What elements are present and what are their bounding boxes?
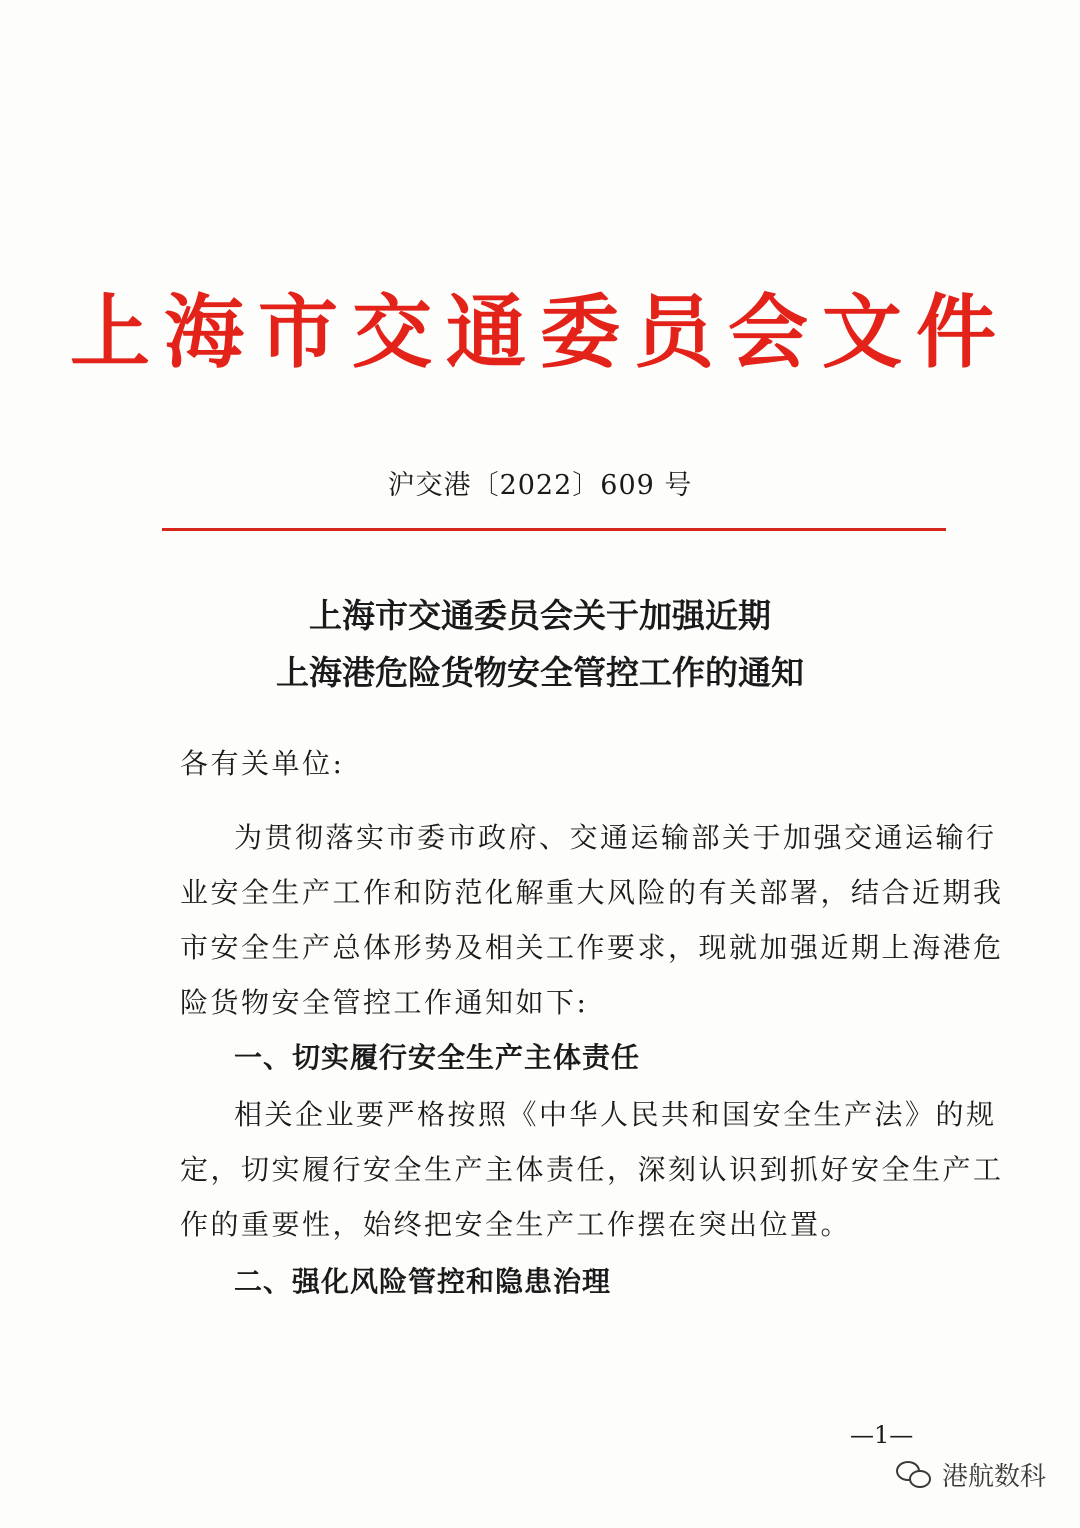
paragraph-1-line-1: 为贯彻落实市委市政府、交通运输部关于加强交通运输行	[234, 821, 997, 854]
paragraph-2-line-1: 相关企业要严格按照《中华人民共和国安全生产法》的规	[234, 1098, 997, 1131]
watermark-text: 港航数科	[942, 1462, 1047, 1492]
red-divider-rule	[162, 528, 946, 531]
wechat-icon	[896, 1459, 934, 1491]
paragraph-1-line-3: 市安全生产总体形势及相关工作要求，现就加强近期上海港危	[180, 931, 1004, 964]
paragraph-1-line-4: 险货物安全管控工作通知如下:	[180, 986, 589, 1019]
watermark	[896, 1456, 1046, 1493]
notice-title-line-2: 上海港危险货物安全管控工作的通知	[276, 653, 804, 692]
paragraph-2-line-3: 作的重要性，始终把安全生产工作摆在突出位置。	[180, 1208, 852, 1241]
section-heading-2: 二、强化风险管控和隐患治理	[234, 1265, 612, 1298]
salutation: 各有关单位:	[180, 747, 345, 780]
paragraph-2-line-2: 定，切实履行安全生产主体责任，深刻认识到抓好安全生产工	[180, 1153, 1004, 1186]
section-heading-1: 一、切实履行安全生产主体责任	[234, 1041, 641, 1074]
paragraph-1-line-2: 业安全生产工作和防范化解重大风险的有关部署，结合近期我	[180, 876, 1004, 909]
masthead-title: 上海市交通委员会文件	[70, 285, 1010, 379]
document-number: 沪交港〔2022〕609 号	[387, 470, 693, 501]
page-number: —1—	[850, 1421, 914, 1449]
notice-title-line-1: 上海市交通委员会关于加强近期	[309, 596, 771, 635]
